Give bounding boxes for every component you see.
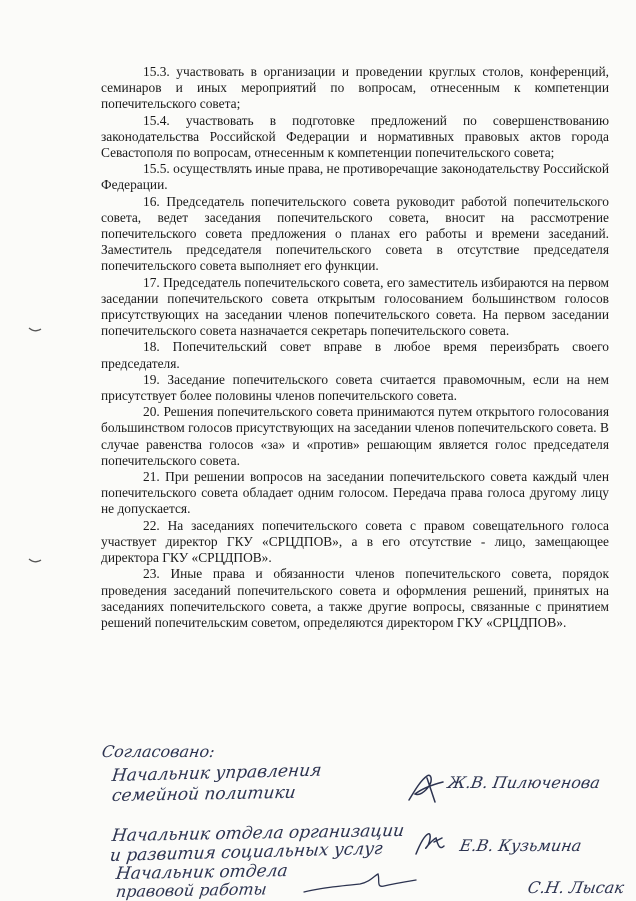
approver-1-title-line2: семейной политики: [110, 782, 297, 807]
approver-3-title-line1: Начальник отдела: [114, 860, 289, 885]
hole-punch-mark: [28, 557, 42, 565]
paragraph-15-4: 15.4. участвовать в подготовке предложений по совершенствованию законодательства Российской Федерации и нормативных правовых актов города Севастополя по вопросам, отнесенным к компетенции попечительского совета;: [101, 112, 609, 161]
approver-1-name: Ж.В. Пилюченова: [446, 773, 602, 792]
approver-2-title-line2: и развития социальных услуг: [108, 838, 384, 867]
paragraph-15-5: 15.5. осуществлять иные права, не противоречащие законодательству Российской Федерации.: [101, 161, 609, 193]
paragraph-23: 23. Иные права и обязанности членов попечительского совета, порядок проведения заседаний попечительского совета и оформления решений, принятых на заседаниях попечительского совета, а также другие вопросы, связанные с принятием решений попечительским советом, определяются директором ГКУ «СРЦДПОВ».: [101, 566, 609, 630]
approver-3-signature: [300, 870, 420, 898]
paragraph-19: 19. Заседание попечительского совета считается правомочным, если на нем присутствует более половины членов попечительского совета.: [101, 371, 609, 404]
approver-2-signature: [412, 828, 448, 860]
approver-1-title-line1: Начальник управления: [110, 760, 323, 787]
approval-heading: Согласовано:: [100, 742, 217, 761]
approver-2-name-visible: Е.В. Кузьмина: [458, 836, 584, 855]
paragraph-21: 21. При решении вопросов на заседании попечительского совета каждый член попечительского совета обладает одним голосом. Передача права голоса другому лицу не допускается.: [101, 469, 609, 517]
approver-2-title-line1: Начальник отдела организации: [110, 820, 406, 847]
paragraph-18: 18. Попечительский совет вправе в любое время переизбрать своего председателя.: [101, 339, 609, 371]
paragraph-20: 20. Решения попечительского совета принимаются путем открытого голосования большинством голосов присутствующих на заседании членов попечительского совета. В случае равенства голосов «за» и «против» решающим является голос председателя попечительского совета.: [101, 404, 609, 468]
paragraph-22: 22. На заседаниях попечительского совета с правом совещательного голоса участвует директор ГКУ «СРЦДПОВ», а в его отсутствие - лицо, замещающее директора ГКУ «СРЦДПОВ».: [101, 517, 609, 566]
document-body: [101, 64, 609, 631]
approver-3-title-line2: правовой работы: [114, 879, 268, 901]
paragraph-17: 17. Председатель попечительского совета, его заместитель избираются на первом заседании попечительского совета открытым голосованием большинством голосов присутствующих на заседании членов попечительского совета. На первом заседании попечительского совета назначается секретарь попечительского совета.: [101, 274, 609, 339]
approver-1-signature: [405, 770, 447, 806]
paragraph-15-3: 15.3. участвовать в организации и проведении круглых столов, конференций, семинаров и иных мероприятий по вопросам, отнесенным к компетенции попечительского совета;: [101, 64, 609, 112]
approver-3-name: С.Н. Лысак: [526, 878, 626, 897]
hole-punch-mark: [28, 326, 42, 334]
paragraph-16: 16. Председатель попечительского совета руководит работой попечительского совета, ведет заседания попечительского совета, вносит на рассмотрение попечительского совета предложения о планах его работы и времени заседаний. Заместитель председателя попечительского совета в отсутствие председателя попечительского совета выполняет его функции.: [101, 193, 609, 274]
